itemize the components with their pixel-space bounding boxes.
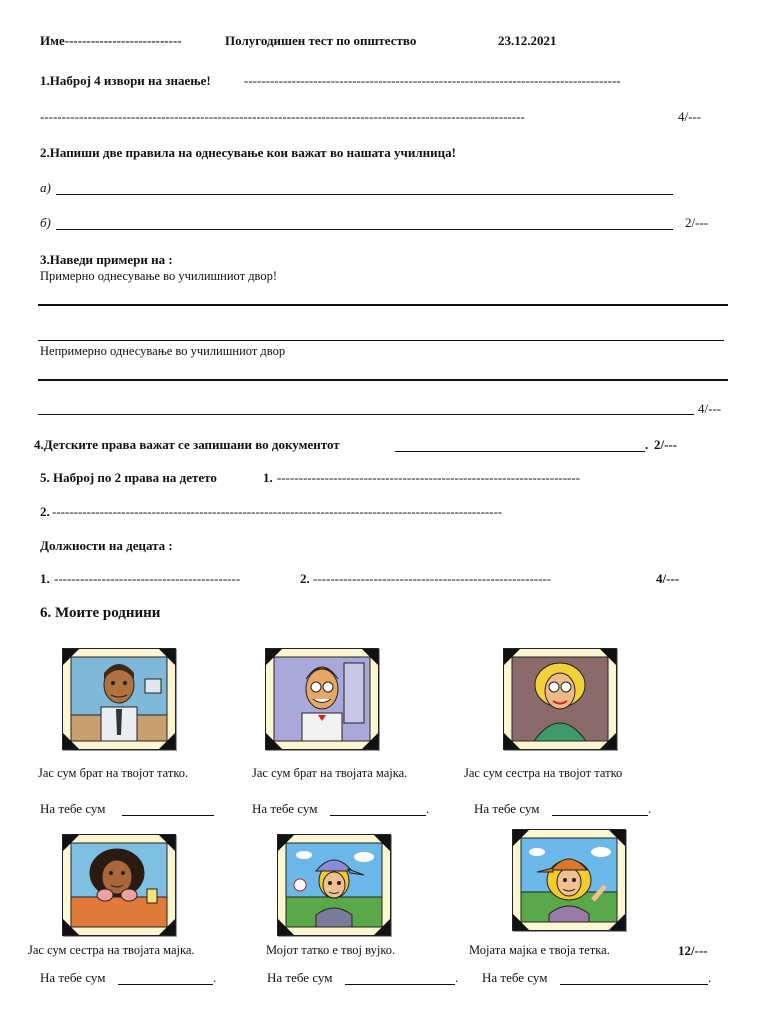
question-5-score: 4/--- — [656, 571, 680, 586]
caption-4: Јас сум сестра на твојата мајка. — [28, 943, 195, 957]
answer-5-period: . — [455, 970, 459, 985]
good-behaviour-label: Примерно однесување во училишниот двор! — [40, 269, 278, 283]
duty-2-answer-line[interactable]: ------------------------------------------------------- — [313, 571, 552, 586]
answer-2-label: На тебе сум — [252, 801, 318, 816]
caption-1: Јас сум брат на твојот татко. — [38, 766, 189, 780]
answer-2-line[interactable] — [330, 815, 426, 816]
question-2-answer-a-line[interactable] — [56, 194, 673, 195]
answer-3-period: . — [648, 801, 652, 816]
caption-3: Јас сум сестра на твојот татко — [464, 766, 623, 780]
caption-2: Јас сум брат на твојата мајка. — [252, 766, 408, 780]
question-2-answer-b-line[interactable] — [56, 229, 673, 230]
answer-6-label: На тебе сум — [482, 970, 548, 985]
caption-5: Мојот татко е твој вујко. — [266, 943, 396, 957]
answer-2-period: . — [426, 801, 430, 816]
bad-behaviour-line-1[interactable] — [38, 379, 728, 381]
duty-1-number: 1. — [40, 571, 50, 586]
question-1-score: 4/--- — [678, 109, 702, 124]
duties-title: Должности на децата : — [40, 538, 173, 553]
bad-behaviour-label: Непримерно однесување во училишниот двор — [40, 344, 286, 358]
question-4-prompt: 4.Детските права важат се запишани во документот — [34, 437, 340, 452]
right-2-answer-line[interactable]: -------------------------------------------------------------------------------------------------------- — [52, 504, 503, 519]
answer-5-line[interactable] — [345, 984, 455, 985]
question-5-prompt: 5. Наброј по 2 права на детето — [40, 470, 217, 485]
photo-aunt-father-side — [503, 648, 617, 750]
answer-a-label: а) — [40, 180, 51, 195]
answer-3-line[interactable] — [552, 815, 648, 816]
answer-6-period: . — [708, 970, 712, 985]
question-4-period: . — [645, 437, 649, 452]
answer-4-period: . — [213, 970, 217, 985]
question-1-prompt: 1.Наброј 4 извори на знаење! — [40, 73, 211, 88]
question-6-title: 6. Моите роднини — [40, 605, 161, 621]
answer-b-label: б) — [40, 215, 51, 230]
answer-4-line[interactable] — [118, 984, 213, 985]
answer-3-label: На тебе сум — [474, 801, 540, 816]
question-4-answer-line[interactable] — [395, 451, 645, 452]
caption-6: Мојата мајка е твоја тетка. — [469, 943, 610, 957]
question-1-answer-line-2[interactable]: ---------------------------------------------------------------------------------------------------------------- — [40, 109, 525, 124]
photo-cousin-girl — [512, 829, 626, 931]
question-2-score: 2/--- — [685, 215, 709, 230]
answer-4-label: На тебе сум — [40, 970, 106, 985]
answer-6-line[interactable] — [560, 984, 708, 985]
photo-uncle-mother-side — [265, 648, 379, 750]
good-behaviour-line-1[interactable] — [38, 304, 728, 306]
question-3-score: 4/--- — [698, 401, 722, 416]
photo-aunt-mother-side — [62, 834, 176, 936]
photo-uncle-father-side — [62, 648, 176, 750]
answer-1-line[interactable] — [122, 815, 214, 816]
photo-cousin-boy — [277, 834, 391, 936]
question-2-prompt: 2.Напиши две правила на однесување кои важат во нашата училница! — [40, 145, 456, 160]
question-4-score: 2/--- — [654, 437, 678, 452]
good-behaviour-line-2[interactable] — [38, 340, 724, 341]
test-title: Полугодишен тест по општество — [225, 33, 417, 48]
right-2-number: 2. — [40, 504, 50, 519]
answer-1-label: На тебе сум — [40, 801, 106, 816]
name-field-label: Име--------------------------- — [40, 33, 182, 48]
test-date: 23.12.2021 — [498, 33, 557, 48]
duty-2-number: 2. — [300, 571, 310, 586]
question-3-prompt: 3.Наведи примери на : — [40, 252, 173, 267]
question-1-answer-line-1[interactable]: --------------------------------------------------------------------------------------- — [244, 73, 621, 88]
bad-behaviour-line-2[interactable] — [38, 414, 694, 415]
right-1-answer-line[interactable]: ---------------------------------------------------------------------- — [277, 470, 581, 485]
answer-5-label: На тебе сум — [267, 970, 333, 985]
question-6-score: 12/--- — [678, 943, 708, 958]
duty-1-answer-line[interactable]: ------------------------------------------- — [54, 571, 241, 586]
right-1-number: 1. — [263, 470, 273, 485]
